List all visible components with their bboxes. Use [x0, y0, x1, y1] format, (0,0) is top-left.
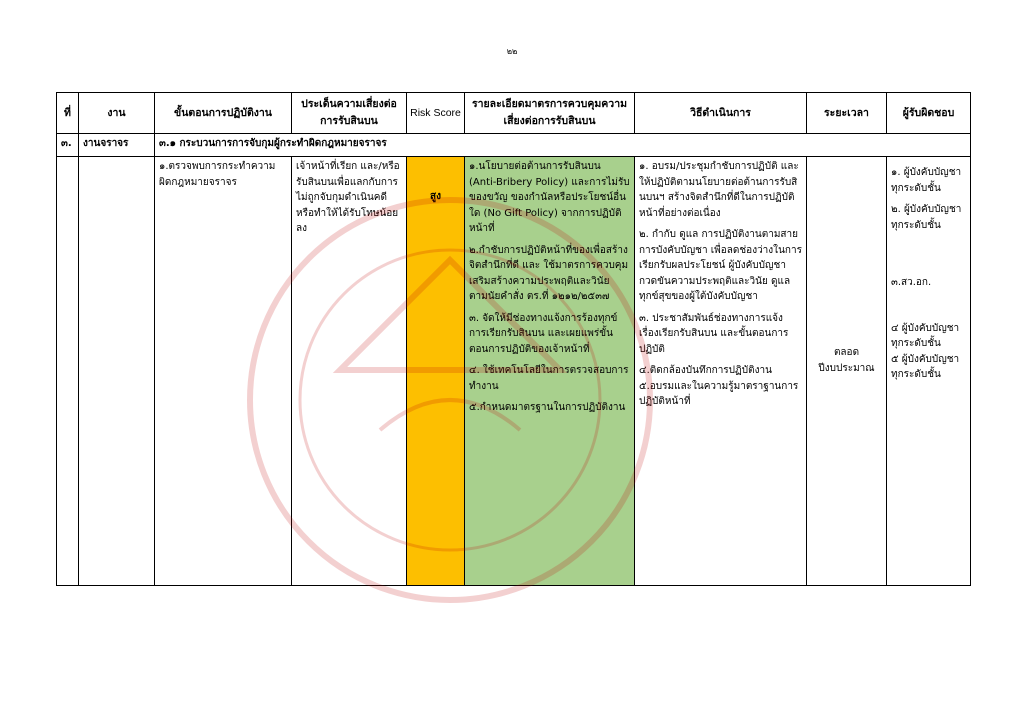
- risk-control-table: [56, 92, 971, 586]
- table-row: [57, 157, 971, 586]
- header-responsible: ผู้รับผิดชอบ: [887, 93, 971, 134]
- control-detail-item: ๔. ใช้เทคโนโลยีในการตรวจสอบการทำงาน: [469, 365, 629, 392]
- method-cell: [635, 157, 807, 586]
- method-item: ๕.อบรมและในความรู้มาตราฐานการปฏิบัติหน้าที่: [639, 380, 799, 407]
- risk-issue-cell: เจ้าหน้าที่เรียก และ/หรือรับสินบนเพื่อแลกกับการไม่ถูกจับกุมดำเนินคดี หรือทำให้ได้รับโทษน้อยลง: [292, 157, 407, 586]
- header-work: งาน: [79, 93, 155, 134]
- responsible-item: ๕ ผู้บังคับบัญชาทุกระดับชั้น: [891, 353, 960, 380]
- header-risk-score: Risk Score: [407, 93, 465, 134]
- responsible-item: ๓.สว.อก.: [891, 277, 932, 288]
- header-process-step: ขั้นตอนการปฏิบัติงาน: [155, 93, 292, 134]
- section-row: [57, 134, 971, 157]
- empty-cell-work: [79, 157, 155, 586]
- method-item: ๓. ประชาสัมพันธ์ช่องทางการแจ้งเรื่องเรียกรับสินบน และขั้นตอนการปฏิบัติ: [639, 312, 789, 355]
- control-detail-cell: [465, 157, 635, 586]
- header-no: ที่: [57, 93, 79, 134]
- risk-score-badge: สูง: [430, 191, 441, 202]
- page-number: ๒๒: [506, 47, 518, 56]
- risk-score-cell: [407, 157, 465, 586]
- responsible-item: ๑. ผู้บังคับบัญชาทุกระดับชั้น: [891, 167, 962, 194]
- period-cell: [807, 157, 887, 586]
- control-detail-item: ๕.กำหนดมาตรฐานในการปฏิบัติงาน: [469, 402, 626, 413]
- period-text: ตลอดปีงบประมาณ: [818, 347, 875, 374]
- header-method: วิธีดำเนินการ: [635, 93, 807, 134]
- process-step-cell: ๑.ตรวจพบการกระทำความผิดกฎหมายจราจร: [155, 157, 292, 586]
- responsible-item: ๔ ผู้บังคับบัญชาทุกระดับชั้น: [891, 322, 960, 349]
- row-number: ๓.: [57, 134, 79, 157]
- empty-cell-no: [57, 157, 79, 586]
- row-work: งานจราจร: [79, 134, 155, 157]
- header-risk-issue: ประเด็นความเสี่ยงต่อการรับสินบน: [292, 93, 407, 134]
- section-title: ๓.๑ กระบวนการการจับกุมผู้กระทำผิดกฎหมายจราจร: [155, 134, 971, 157]
- control-detail-item: ๑.นโยบายต่อต้านการรับสินบน (Anti-Bribery Policy) และการไม่รับของขวัญ ของกำนัลหรือประโยชน์อื่นใด (No Gift Policy) จากการปฏิบัติหน้าที่: [469, 161, 630, 234]
- header-period: ระยะเวลา: [807, 93, 887, 134]
- method-item: ๑. อบรม/ประชุมกำชับการปฏิบัติ และให้ปฏิบัติตามนโยบายต่อต้านการรับสินบนฯ สร้างจิตสำนึกที่ดีในการปฏิบัติหน้าที่อย่างต่อเนื่อง: [639, 161, 799, 219]
- responsible-cell: [887, 157, 971, 586]
- method-item: ๒. กำกับ ดูแล การปฏิบัติงานตามสายการบังคับบัญชา เพื่อลดช่องว่างในการเรียกรับผลประโยชน์ ผู้บังคับบัญชากวดขันความประพฤติและวินัย ดูแลทุกข์สุขของผู้ใต้บังคับบัญชา: [639, 229, 802, 302]
- method-item: ๔.ติดกล้องบันทึกการปฏิบัติงาน: [639, 365, 772, 376]
- header-control-detail: รายละเอียดมาตรการควบคุมความเสี่ยงต่อการรับสินบน: [465, 93, 635, 134]
- control-detail-item: ๒.กำชับการปฏิบัติหน้าที่ของเพื่อสร้างจิตสำนึกที่ดี และ ใช้มาตรการควบคุมเสริมสร้างความประพฤติและวินัย ตามนัยคำสั่ง ตร.ที่ ๑๒๑๒/๒๕๓๗: [469, 244, 629, 302]
- table-header-row: [57, 93, 971, 134]
- control-detail-item: ๓. จัดให้มีช่องทางแจ้งการร้องทุกข์การเรียกรับสินบน และเผยแพร่ขั้นตอนการปฏิบัติของเจ้าหน้าที่: [469, 312, 618, 355]
- responsible-item: ๒. ผู้บังคับบัญชาทุกระดับชั้น: [891, 204, 962, 231]
